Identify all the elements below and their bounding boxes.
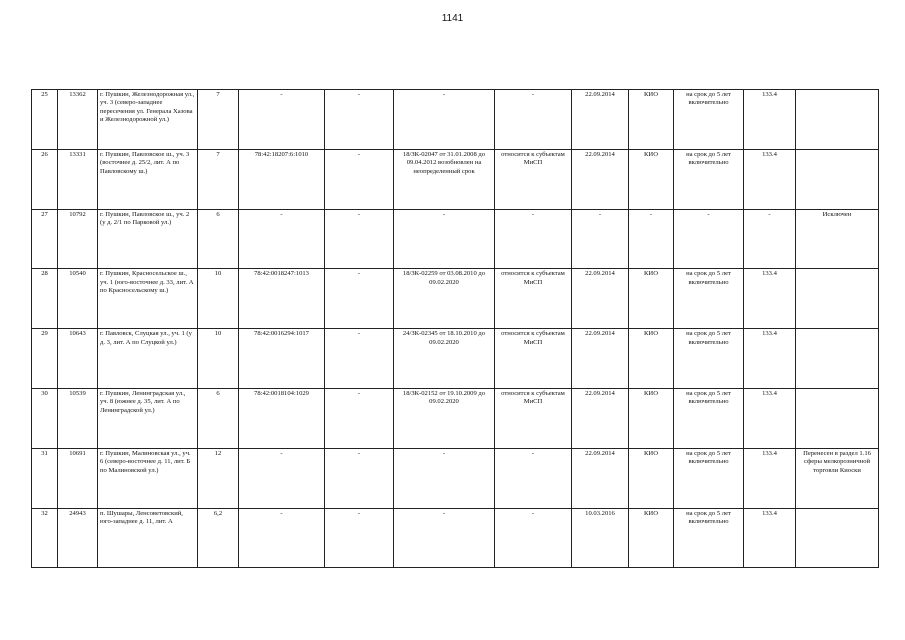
cell-object-id: 10539 xyxy=(58,388,98,448)
cell-cadastral-number: 78:42:0018104:1029 xyxy=(239,388,325,448)
cell-date: 22.09.2014 xyxy=(572,269,629,329)
cell-date: 22.09.2014 xyxy=(572,448,629,508)
table-row xyxy=(32,508,879,568)
cell-code: 133.4 xyxy=(744,388,796,448)
cell-object-id: 10540 xyxy=(58,269,98,329)
cell-status: - xyxy=(495,90,572,150)
cell-row-number: 29 xyxy=(32,329,58,389)
cell-authority: КИО xyxy=(629,269,674,329)
cell-cadastral-number: - xyxy=(239,209,325,269)
cell-object-id: 13331 xyxy=(58,149,98,209)
cell-contract: 18/ЗК-02259 от 03.08.2010 до 09.02.2020 xyxy=(394,269,495,329)
cell-address: г. Павловск, Слуцкая ул., уч. 1 (у д. 3, лит. А по Слуцкой ул.) xyxy=(98,329,198,389)
table-row xyxy=(32,388,879,448)
table-row xyxy=(32,149,879,209)
cell-authority: КИО xyxy=(629,508,674,568)
cell-term: на срок до 5 лет включительно xyxy=(674,149,744,209)
cell-row-number: 32 xyxy=(32,508,58,568)
cell-address: г. Пушкин, Павловское ш., уч. 3 (восточнее д. 25/2, лит. А по Павловскому ш.) xyxy=(98,149,198,209)
cell-note xyxy=(796,149,879,209)
registry-table xyxy=(31,89,879,568)
cell-column-5: - xyxy=(325,209,394,269)
cell-authority: КИО xyxy=(629,448,674,508)
cell-code: 133.4 xyxy=(744,149,796,209)
cell-status: - xyxy=(495,508,572,568)
cell-term: на срок до 5 лет включительно xyxy=(674,388,744,448)
cell-cadastral-number: 78:42:0018247:1013 xyxy=(239,269,325,329)
cell-date: 22.09.2014 xyxy=(572,149,629,209)
cell-cadastral-number: - xyxy=(239,508,325,568)
cell-authority: КИО xyxy=(629,329,674,389)
cell-places: 6 xyxy=(198,388,239,448)
cell-term: на срок до 5 лет включительно xyxy=(674,90,744,150)
cell-term: на срок до 5 лет включительно xyxy=(674,448,744,508)
cell-address: г. Пушкин, Красносельское ш., уч. 1 (юго-восточнее д. 33, лит. А по Красносельскому ш.) xyxy=(98,269,198,329)
table-row xyxy=(32,90,879,150)
cell-column-5: - xyxy=(325,508,394,568)
cell-term: на срок до 5 лет включительно xyxy=(674,508,744,568)
cell-places: 10 xyxy=(198,269,239,329)
cell-contract: - xyxy=(394,508,495,568)
cell-date: 10.03.2016 xyxy=(572,508,629,568)
table-row xyxy=(32,329,879,389)
cell-column-5: - xyxy=(325,448,394,508)
cell-status: относится к субъектам МиСП xyxy=(495,388,572,448)
page-number: 1141 xyxy=(441,13,464,24)
registry-table-body xyxy=(32,90,879,568)
cell-contract: 24/ЗК-02345 от 18.10.2010 до 09.02.2020 xyxy=(394,329,495,389)
cell-note xyxy=(796,388,879,448)
cell-places: 6 xyxy=(198,209,239,269)
cell-authority: - xyxy=(629,209,674,269)
cell-object-id: 10643 xyxy=(58,329,98,389)
cell-date: - xyxy=(572,209,629,269)
cell-address: г. Пушкин, Ленинградская ул., уч. 8 (южнее д. 35, лит. А по Ленинградской ул.) xyxy=(98,388,198,448)
cell-status: относится к субъектам МиСП xyxy=(495,329,572,389)
cell-places: 6,2 xyxy=(198,508,239,568)
cell-row-number: 26 xyxy=(32,149,58,209)
cell-code: - xyxy=(744,209,796,269)
cell-column-5: - xyxy=(325,269,394,329)
cell-code: 133.4 xyxy=(744,508,796,568)
cell-note: Перенесен в раздел 1.16 сферы мелкорозничной торговли Киоски xyxy=(796,448,879,508)
cell-address: г. Пушкин, Павловское ш., уч. 2 (у д. 2/1 по Парковой ул.) xyxy=(98,209,198,269)
cell-code: 133.4 xyxy=(744,329,796,389)
cell-places: 10 xyxy=(198,329,239,389)
cell-code: 133.4 xyxy=(744,448,796,508)
cell-contract: - xyxy=(394,209,495,269)
cell-status: относится к субъектам МиСП xyxy=(495,269,572,329)
cell-contract: - xyxy=(394,90,495,150)
cell-status: относится к субъектам МиСП xyxy=(495,149,572,209)
cell-cadastral-number: 78:42:18207:6:1010 xyxy=(239,149,325,209)
cell-places: 7 xyxy=(198,149,239,209)
table-row xyxy=(32,448,879,508)
cell-term: на срок до 5 лет включительно xyxy=(674,329,744,389)
cell-note xyxy=(796,329,879,389)
cell-places: 7 xyxy=(198,90,239,150)
cell-places: 12 xyxy=(198,448,239,508)
cell-address: г. Пушкин, Железнодорожная ул., уч. 3 (северо-западнее пересечения ул. Генерала Хазова и Железнодорожной ул.) xyxy=(98,90,198,150)
cell-row-number: 25 xyxy=(32,90,58,150)
cell-object-id: 10691 xyxy=(58,448,98,508)
cell-note: Исключен xyxy=(796,209,879,269)
cell-column-5: - xyxy=(325,149,394,209)
cell-contract: - xyxy=(394,448,495,508)
cell-row-number: 30 xyxy=(32,388,58,448)
cell-note xyxy=(796,90,879,150)
cell-cadastral-number: - xyxy=(239,90,325,150)
cell-cadastral-number: - xyxy=(239,448,325,508)
cell-term: на срок до 5 лет включительно xyxy=(674,269,744,329)
cell-note xyxy=(796,508,879,568)
cell-column-5: - xyxy=(325,329,394,389)
cell-object-id: 24943 xyxy=(58,508,98,568)
cell-object-id: 10792 xyxy=(58,209,98,269)
cell-note xyxy=(796,269,879,329)
cell-authority: КИО xyxy=(629,388,674,448)
cell-date: 22.09.2014 xyxy=(572,329,629,389)
cell-date: 22.09.2014 xyxy=(572,388,629,448)
cell-contract: 18/ЗК-02047 от 31.01.2008 до 09.04.2012 возобновлен на неопределенный срок xyxy=(394,149,495,209)
cell-code: 133.4 xyxy=(744,90,796,150)
cell-code: 133.4 xyxy=(744,269,796,329)
cell-authority: КИО xyxy=(629,149,674,209)
table-row xyxy=(32,269,879,329)
cell-address: п. Шушары, Ленсоветовский, юго-западнее д. 11, лит. А xyxy=(98,508,198,568)
cell-column-5: - xyxy=(325,388,394,448)
cell-contract: 18/ЗК-02152 от 19.10.2009 до 09.02.2020 xyxy=(394,388,495,448)
cell-date: 22.09.2014 xyxy=(572,90,629,150)
cell-status: - xyxy=(495,209,572,269)
cell-cadastral-number: 78:42:0016294:1017 xyxy=(239,329,325,389)
cell-row-number: 31 xyxy=(32,448,58,508)
cell-object-id: 13362 xyxy=(58,90,98,150)
cell-row-number: 27 xyxy=(32,209,58,269)
cell-address: г. Пушкин, Малиновская ул., уч. 6 (северо-восточнее д. 11, лит. Б по Малиновской ул.) xyxy=(98,448,198,508)
cell-authority: КИО xyxy=(629,90,674,150)
cell-column-5: - xyxy=(325,90,394,150)
table-row xyxy=(32,209,879,269)
cell-row-number: 28 xyxy=(32,269,58,329)
cell-term: - xyxy=(674,209,744,269)
cell-status: - xyxy=(495,448,572,508)
